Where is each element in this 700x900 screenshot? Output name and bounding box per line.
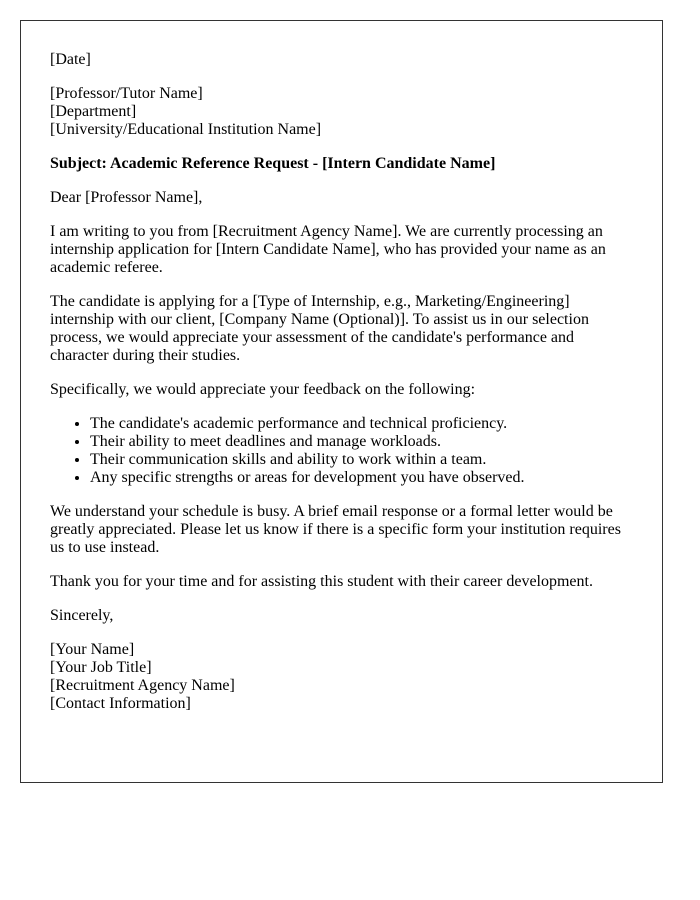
candidate-paragraph: The candidate is applying for a [Type of Internship, e.g., Marketing/Engineering] internship with our client, [Company Name (Optional)]. To assist us in our selection process, we would appreciate your assessment of the candidate's performance and character during their studies.	[50, 293, 589, 364]
salutation: Dear [Professor Name],	[50, 189, 203, 206]
sender-block	[50, 641, 633, 713]
feedback-item: • Their communication skills and ability to work within a team.	[90, 451, 633, 469]
letter-container	[20, 20, 663, 783]
feedback-item: • Any specific strengths or areas for development you have observed.	[90, 469, 633, 487]
letter-date: [Date]	[50, 51, 91, 68]
sender-name: [Your Name]	[50, 641, 135, 658]
feedback-item: • Their ability to meet deadlines and manage workloads.	[90, 433, 633, 451]
feedback-intro: Specifically, we would appreciate your feedback on the following:	[50, 381, 476, 398]
recipient-institution: [University/Educational Institution Name]	[50, 121, 322, 138]
feedback-list	[50, 415, 633, 487]
feedback-item: • The candidate's academic performance and technical proficiency.	[90, 415, 633, 433]
recipient-department: [Department]	[50, 103, 137, 120]
recipient-block	[50, 85, 633, 139]
schedule-paragraph: We understand your schedule is busy. A brief email response or a formal letter would be greatly appreciated. Please let us know if there is a specific form your institution requires us to use instead.	[50, 503, 621, 556]
intro-paragraph: I am writing to you from [Recruitment Agency Name]. We are currently processing an internship application for [Intern Candidate Name], who has provided your name as an academic referee.	[50, 223, 606, 276]
recipient-name: [Professor/Tutor Name]	[50, 85, 203, 102]
sender-job-title: [Your Job Title]	[50, 659, 152, 676]
thank-you-paragraph: Thank you for your time and for assisting this student with their career development.	[50, 573, 593, 590]
sender-contact: [Contact Information]	[50, 695, 191, 712]
sender-agency: [Recruitment Agency Name]	[50, 677, 235, 694]
sign-off: Sincerely,	[50, 607, 114, 624]
subject-line: Subject: Academic Reference Request - [Intern Candidate Name]	[50, 155, 496, 172]
